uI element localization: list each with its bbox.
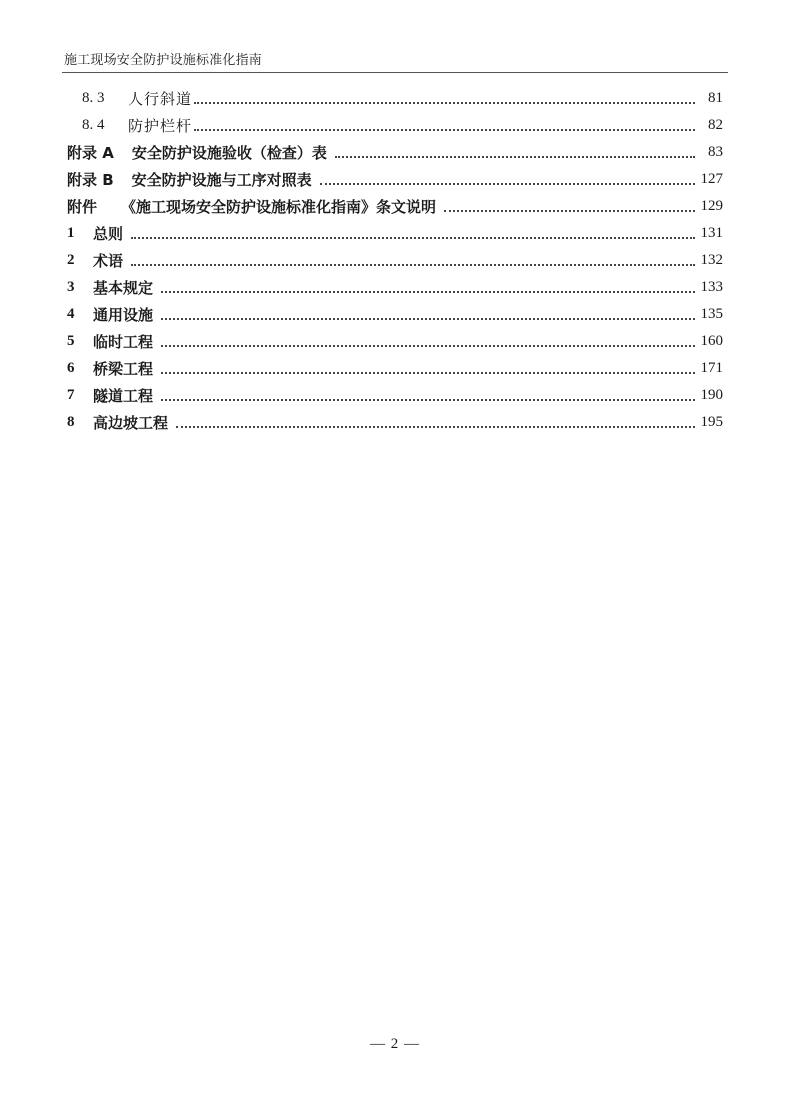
dot-leader [131,264,694,266]
toc-entry-number: 8 [67,414,75,430]
header-rule [62,72,728,73]
dot-leader [161,318,694,320]
toc-entry[interactable] [67,328,723,355]
toc-entry-page: 131 [700,225,723,241]
toc-entry[interactable] [67,409,723,436]
toc-entry-number: 附录 A [67,144,114,162]
toc-entry-title: 临时工程 [93,333,154,351]
toc-entry-number: 8. 3 [82,90,105,106]
dot-leader [335,156,695,158]
toc-entry[interactable] [67,301,723,328]
dot-leader [131,237,694,239]
toc-entry-title: 桥梁工程 [93,360,154,378]
toc-entry-title: 高边坡工程 [93,414,169,432]
toc-entry-title: 防护栏杆 [128,117,193,135]
toc-entry-title: 总则 [93,225,124,243]
dot-leader [161,372,694,374]
toc-entry-page: 133 [700,279,723,295]
dot-leader [161,399,694,401]
dot-leader [320,183,695,185]
toc-entry-number: 4 [67,306,75,322]
toc-entry[interactable] [67,139,723,166]
toc-entry-title: 通用设施 [93,306,154,324]
table-of-contents [67,85,723,436]
toc-entry-page: 127 [700,171,723,187]
toc-entry-number: 附录 B [67,171,114,189]
toc-entry-number: 8. 4 [82,117,105,133]
toc-entry-page: 81 [708,90,723,106]
toc-entry-number: 6 [67,360,75,376]
toc-entry[interactable] [67,274,723,301]
dot-leader [176,426,694,428]
toc-entry-title: 安全防护设施与工序对照表 [131,171,312,189]
toc-entry-title: 隧道工程 [93,387,154,405]
toc-entry-page: 195 [700,414,723,430]
toc-entry[interactable] [67,247,723,274]
dot-leader [194,102,695,104]
toc-entry-number: 7 [67,387,75,403]
toc-entry-page: 83 [708,144,723,160]
toc-entry-number: 附件 [67,198,98,216]
toc-entry-page: 82 [708,117,723,133]
toc-entry-number: 5 [67,333,75,349]
toc-entry-page: 171 [700,360,723,376]
dot-leader [444,210,694,212]
toc-entry-page: 135 [700,306,723,322]
dot-leader [161,345,694,347]
dot-leader [161,291,694,293]
toc-entry-title: 人行斜道 [128,90,193,108]
toc-entry-number: 3 [67,279,75,295]
toc-entry[interactable] [67,220,723,247]
toc-entry[interactable] [67,85,723,112]
toc-entry[interactable] [67,112,723,139]
dot-leader [194,129,695,131]
toc-entry-page: 132 [700,252,723,268]
toc-entry[interactable] [67,382,723,409]
toc-entry-number: 2 [67,252,75,268]
toc-entry-page: 190 [700,387,723,403]
toc-entry-title: 基本规定 [93,279,154,297]
toc-entry-number: 1 [67,225,75,241]
toc-entry-page: 160 [700,333,723,349]
page-number: — 2 — [370,1036,420,1052]
toc-entry-page: 129 [700,198,723,214]
toc-entry[interactable] [67,355,723,382]
running-header: 施工现场安全防护设施标准化指南 [64,53,263,68]
toc-entry-title: 《施工现场安全防护设施标准化指南》条文说明 [121,198,437,216]
toc-entry-title: 术语 [93,252,124,270]
toc-entry[interactable] [67,166,723,193]
toc-entry-title: 安全防护设施验收（检查）表 [131,144,327,162]
toc-entry[interactable] [67,193,723,220]
